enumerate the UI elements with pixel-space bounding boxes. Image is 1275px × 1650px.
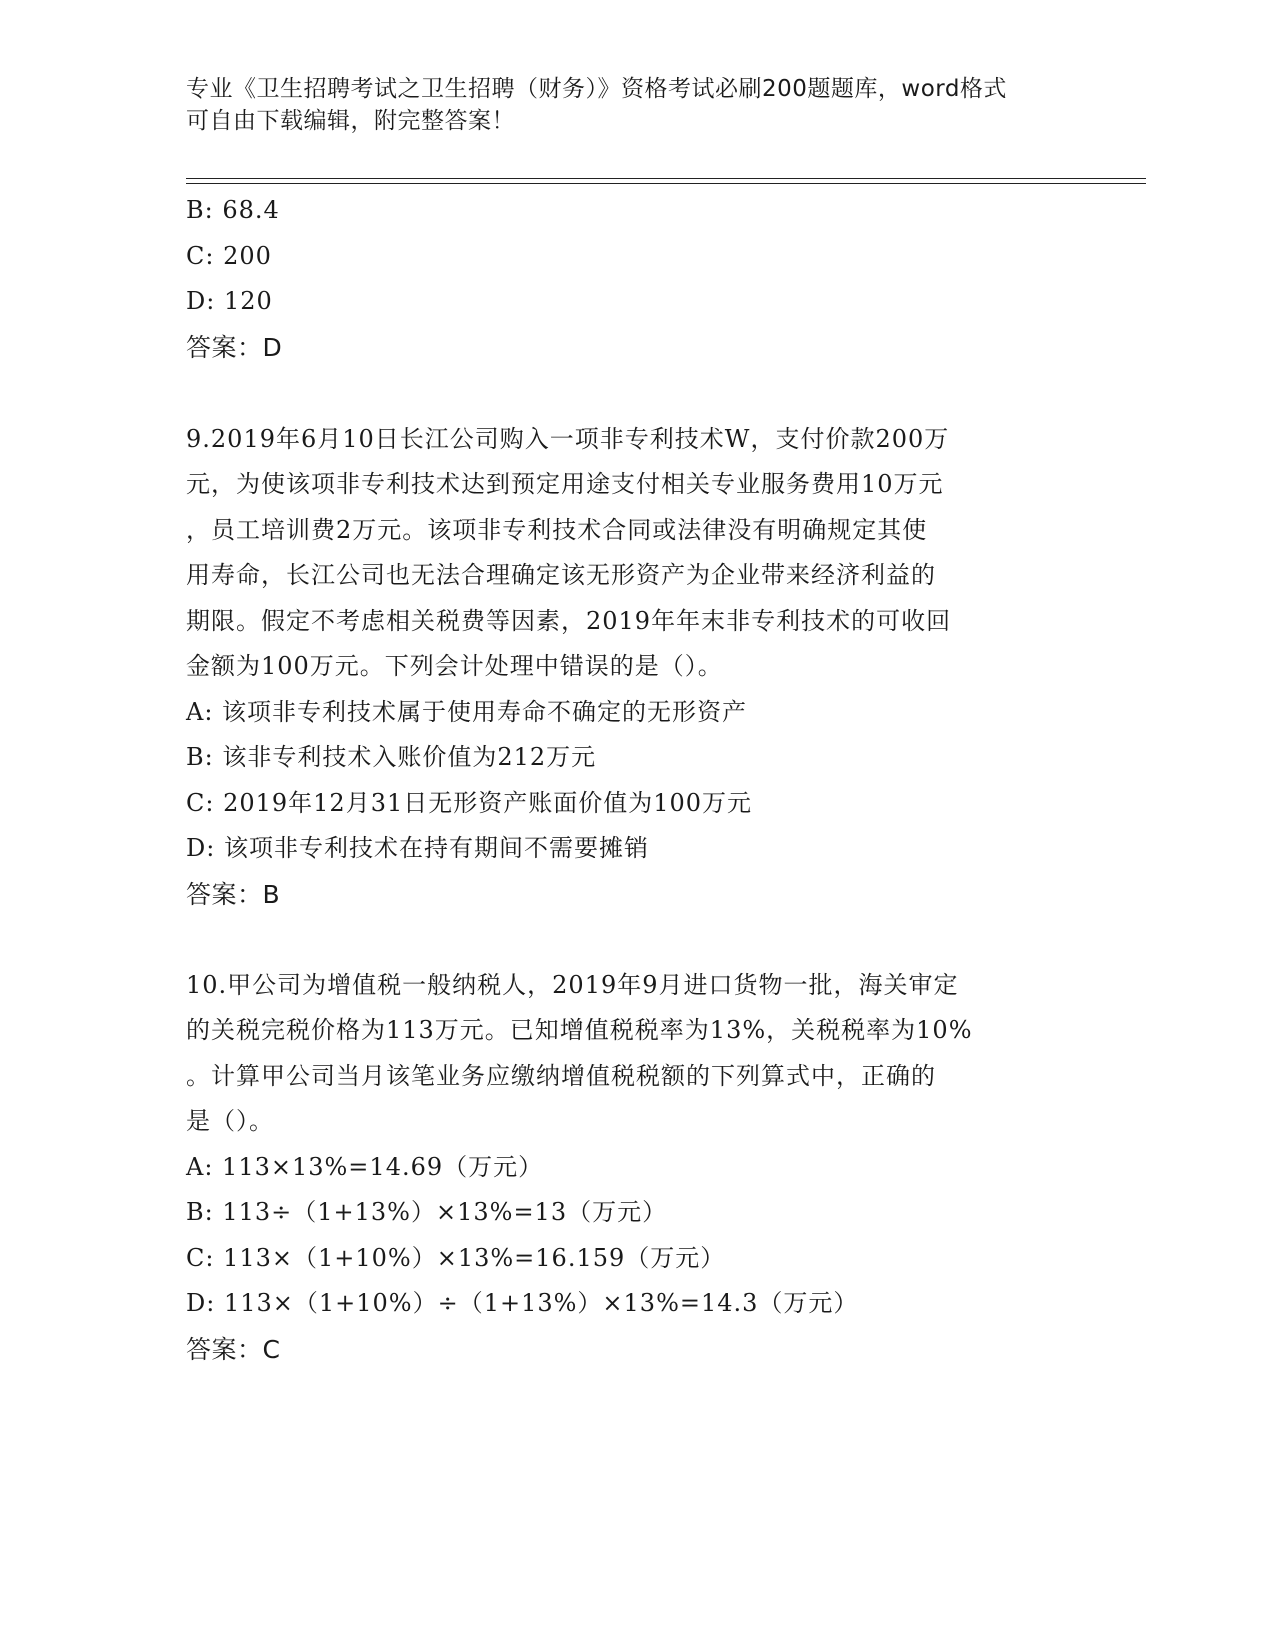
option-d: D: 113×（1+10%）÷（1+13%）×13%=14.3（万元） [186, 1289, 859, 1317]
header-rule-bottom [186, 183, 1146, 184]
stem-line: 的关税完税价格为113万元。已知增值税税率为13%，关税税率为10% [186, 1016, 973, 1044]
answer: 答案：C [186, 1334, 281, 1364]
header-line-1: 专业《卫生招聘考试之卫生招聘（财务）》资格考试必刷200题题库，word格式 [186, 76, 1007, 102]
option-b: B: 该非专利技术入账价值为212万元 [186, 743, 597, 771]
stem-line: 期限。假定不考虑相关税费等因素，2019年年末非专利技术的可收回 [186, 606, 952, 635]
stem-line: 是（）。 [186, 1107, 274, 1135]
option-d: D: 120 [186, 287, 273, 315]
option-d: D: 该项非专利技术在持有期间不需要摊销 [186, 834, 649, 862]
document-body [186, 188, 1086, 1372]
stem-line: 用寿命，长江公司也无法合理确定该无形资产为企业带来经济利益的 [186, 561, 936, 589]
option-a: A: 该项非专利技术属于使用寿命不确定的无形资产 [186, 697, 748, 726]
option-b: B: 113÷（1+13%）×13%=13（万元） [186, 1198, 668, 1226]
stem-line: 10.甲公司为增值税一般纳税人，2019年9月进口货物一批，海关审定 [186, 970, 959, 999]
option-a: A: 113×13%=14.69（万元） [186, 1152, 544, 1181]
stem-line: 。计算甲公司当月该笔业务应缴纳增值税税额的下列算式中，正确的 [186, 1061, 936, 1090]
answer: 答案：B [186, 879, 281, 909]
header-rule-top [186, 178, 1146, 179]
question-9 [186, 417, 1086, 918]
question-stem [186, 417, 1086, 690]
header-line-2: 可自由下载编辑，附完整答案！ [186, 108, 515, 134]
question-10 [186, 963, 1086, 1373]
option-c: C: 2019年12月31日无形资产账面价值为100万元 [186, 788, 753, 817]
spacer [186, 370, 1086, 416]
option-b: B: 68.4 [186, 196, 280, 224]
stem-line: ，员工培训费2万元。该项非专利技术合同或法律没有明确规定其使 [186, 515, 928, 544]
prev-question [186, 188, 1086, 370]
spacer [186, 917, 1086, 963]
page-header [186, 73, 1086, 137]
stem-line: 金额为100万元。下列会计处理中错误的是（）。 [186, 652, 723, 680]
question-stem [186, 963, 1086, 1145]
answer: 答案：D [186, 332, 283, 362]
option-c: C: 200 [186, 241, 272, 270]
stem-line: 元，为使该项非专利技术达到预定用途支付相关专业服务费用10万元 [186, 470, 944, 498]
stem-line: 9.2019年6月10日长江公司购入一项非专利技术W，支付价款200万 [186, 424, 950, 453]
option-c: C: 113×（1+10%）×13%=16.159（万元） [186, 1243, 726, 1272]
